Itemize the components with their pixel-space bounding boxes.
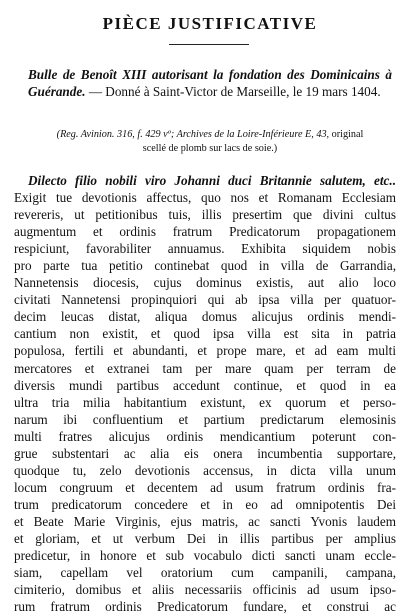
text-line: grue substentari ac alia eis onera incumbentia supportare, — [14, 445, 396, 461]
text-line: civitati Nannetensi propinquiori qui ab ipsa villa per quatuor- — [14, 292, 396, 308]
archival-reference-italic: (Reg. Avinion. 316, f. 429 vº; Archives de la Loire-Inférieure E, 43, — [56, 129, 330, 140]
text-line: et Beate Marie Virginis, ejus matris, ac sancti Yvonis laudem — [14, 513, 396, 529]
text-line: ultra tria milia habitantium existunt, ex quorum et perso- — [14, 394, 396, 410]
salutation-line: Dilecto filio nobili viro Johanni duci Britannie salutem, etc.. — [28, 173, 396, 188]
text-line: populosa, fertili et abundanti, et prope mare, et ad eam multi — [14, 343, 396, 359]
text-line: et gloriam, et ut verbum Dei in illis partibus per amplius — [14, 530, 396, 546]
text-line: locum congruum et decentem ad usum fratrum ordinis fra- — [14, 479, 396, 495]
text-line: trum predicatorum concedere et in eo ad omnipotentis Dei — [14, 496, 396, 512]
archival-reference-line-1 — [28, 128, 392, 142]
text-line: multi fratres alicujus ordinis mendicantium poterunt con- — [14, 428, 396, 444]
text-line: cantium non existit, et quod ipsa villa est sita in patria — [14, 326, 396, 342]
document-title-date: — Donné à Saint-Victor de Marseille, le 19 mars 1404. — [85, 84, 381, 99]
document-title — [28, 66, 392, 100]
text-line: respiciunt, favorabiliter annuamus. Exhibita siquidem nobis — [14, 241, 396, 257]
text-line: decim leucas distat, aliqua domus alicujus ordinis mendi- — [14, 309, 396, 325]
text-line: diversis mundi partibus accedunt continue, et quod in ea — [14, 377, 396, 393]
text-line: siam, capellam vel oratorium cum campanili, campana, — [14, 565, 396, 581]
latin-text — [14, 172, 396, 615]
text-line: augmentum et ordinis fratrum Predicatorum propagationem — [14, 224, 396, 240]
text-line: narum ibi confluentium et partium predictarum elemosinis — [14, 411, 396, 427]
text-line: pro parte tua petitio continebat quod in villa de Garrandia, — [14, 258, 396, 274]
text-line: predicetur, in honore et sub vocabulo dicti sancti unam eccle- — [14, 548, 396, 564]
text-line: rum fratrum ordinis Predicatorum fundare, et construi ac — [14, 599, 396, 615]
text-line: quodque tu, zelo devotionis accensus, in dicta villa unum — [14, 462, 396, 478]
archival-reference-line-2: scellé de plomb sur lacs de soie.) — [142, 143, 278, 154]
archival-reference — [28, 128, 392, 156]
document-title-italic: Bulle de Benoît XIII autorisant la fondation des Dominicains à Guérande. — [28, 67, 392, 99]
heading-rule — [169, 44, 249, 45]
text-line: Nannetensis diocesis, cujus dominus existis, aut alio loco — [14, 275, 396, 291]
text-line: revereris, ut petitionibus tuis, illis presertim que divini cultus — [14, 207, 396, 223]
text-line: mercatores et extranei tam per mare quam per terram de — [14, 360, 396, 376]
archival-reference-original: original — [329, 129, 364, 140]
text-line: Exigit tue devotionis affectus, quo nos et Romanam Ecclesiam — [14, 190, 396, 206]
page-heading: PIÈCE JUSTIFICATIVE — [102, 14, 318, 33]
text-line: cimiterio, domibus et aliis necessariis officinis ad usum ipso- — [14, 582, 396, 598]
